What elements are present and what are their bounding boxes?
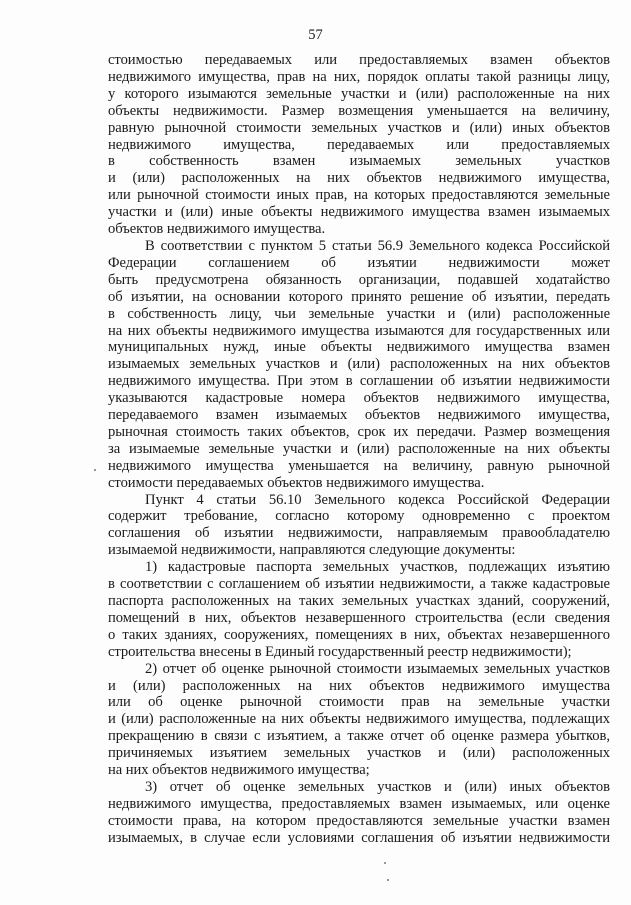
- text-line: или об оценке рыночной стоимости прав на земельные участки: [108, 694, 610, 711]
- text-line: Федерации соглашением об изъятии недвижимости может: [108, 254, 610, 271]
- text-line: недвижимого имущества уменьшается на величину, равную рыночной: [108, 457, 610, 474]
- text-line: быть предусмотрена обязанность организации, подавшей ходатайство: [108, 271, 610, 288]
- text-line: на них объектов недвижимого имущества;: [108, 762, 370, 779]
- text-line: стоимости передаваемых объектов недвижимого имущества.: [108, 474, 485, 491]
- text-line: недвижимого имущества. При этом в соглашении об изъятии недвижимости: [108, 373, 610, 390]
- text-line: о таких зданиях, сооружениях, помещениях в них, объектах незавершенного: [108, 626, 610, 643]
- scan-speck: [387, 879, 389, 881]
- text-line: на них объекты недвижимого имущества изымаются для государственных или: [108, 322, 610, 339]
- text-line: об изъятии, на основании которого принято решение об изъятии, передать: [108, 288, 610, 305]
- text-line: недвижимого имущества, прав на них, порядок оплаты такой разницы лицу,: [108, 68, 610, 85]
- text-line: недвижимого имущества, предоставляемых взамен изымаемых, или оценке: [108, 795, 610, 812]
- text-line: причиняемых изъятием земельных участков и (или) расположенных: [108, 745, 610, 762]
- text-line: паспорта расположенных на таких земельных участках зданий, сооружений,: [108, 593, 610, 609]
- text-line: за изымаемые земельные участки и (или) расположенные на них объекты: [108, 440, 610, 457]
- text-line: прекращению в связи с изъятием, а также отчет об оценке размера убытков,: [108, 728, 610, 745]
- text-line: изымаемых, в случае если условиями соглашения об изъятии недвижимости: [108, 829, 610, 846]
- paragraph: [108, 52, 610, 238]
- text-line: объекты недвижимости. Размер возмещения уменьшается на величину,: [108, 102, 610, 119]
- text-line: 1) кадастровые паспорта земельных участков, подлежащих изъятию: [145, 559, 610, 576]
- text-line: передаваемого взамен изымаемых объектов недвижимого имущества,: [108, 407, 610, 424]
- text-line: строительства внесены в Единый государственный реестр недвижимости);: [108, 643, 572, 660]
- text-line: объектов недвижимого имущества.: [108, 221, 326, 238]
- paragraph: [108, 559, 610, 660]
- text-line: стоимости права, на котором предоставляются земельные участки взамен: [108, 812, 610, 829]
- text-line: соглашения об изъятии недвижимости, направляемым правообладателю: [108, 525, 610, 542]
- text-line: в собственность взамен изымаемых земельных участков: [108, 153, 610, 170]
- text-line: в собственность лицу, чьи земельные участки и (или) расположенные: [108, 305, 610, 322]
- text-line: В соответствии с пунктом 5 статьи 56.9 Земельного кодекса Российской: [145, 237, 610, 254]
- text-line: 2) отчет об оценке рыночной стоимости изымаемых земельных участков: [145, 660, 610, 677]
- text-line: и (или) расположенных на них объектов недвижимого имущества: [108, 677, 610, 694]
- text-line: рыночная стоимость таких объектов, срок их передачи. Размер возмещения: [108, 423, 610, 440]
- text-line: или рыночной стоимости иных прав, на которых предоставляются земельные: [108, 187, 610, 204]
- text-line: изымаемой недвижимости, направляются следующие документы:: [108, 542, 516, 559]
- text-line: муниципальных нужд, иные объекты недвижимого имущества взамен: [108, 339, 610, 356]
- text-line: в соответствии с соглашением об изъятии недвижимости, а также кадастровые: [108, 576, 610, 593]
- text-line: изымаемых земельных участков и (или) расположенных на них объектов: [108, 356, 610, 373]
- text-line: помещений в них, объектов незавершенного строительства (если сведения: [108, 609, 610, 626]
- paragraph: [108, 661, 610, 779]
- text-line: указываются кадастровые номера объектов недвижимого имущества,: [108, 390, 610, 407]
- page-number: 57: [308, 27, 323, 43]
- paragraph: [108, 238, 610, 492]
- text-line: у которого изымаются земельные участки и (или) расположенные на них: [108, 85, 610, 102]
- text-line: и (или) расположенные на них объекты недвижимого имущества, подлежащих: [108, 711, 610, 728]
- text-line: и (или) расположенных на них объектов недвижимого имущества,: [108, 170, 610, 187]
- text-line: 3) отчет об оценке земельных участков и (или) иных объектов: [145, 778, 610, 795]
- scan-speck: [384, 862, 386, 864]
- text-line: участки и (или) иные объекты недвижимого имущества взамен изымаемых: [108, 204, 610, 221]
- text-line: недвижимого имущества, передаваемых или предоставляемых: [108, 136, 610, 153]
- text-line: Пункт 4 статьи 56.10 Земельного кодекса Российской Федерации: [145, 491, 610, 508]
- body-text: [108, 52, 610, 847]
- text-line: равную рыночной стоимости земельных участков и (или) иных объектов: [108, 119, 610, 136]
- scan-speck: [94, 469, 96, 471]
- paragraph: [108, 492, 610, 560]
- text-line: стоимостью передаваемых или предоставляемых взамен объектов: [108, 52, 610, 68]
- text-line: содержит требование, согласно которому одновременно с проектом: [108, 508, 610, 525]
- paragraph: [108, 779, 610, 847]
